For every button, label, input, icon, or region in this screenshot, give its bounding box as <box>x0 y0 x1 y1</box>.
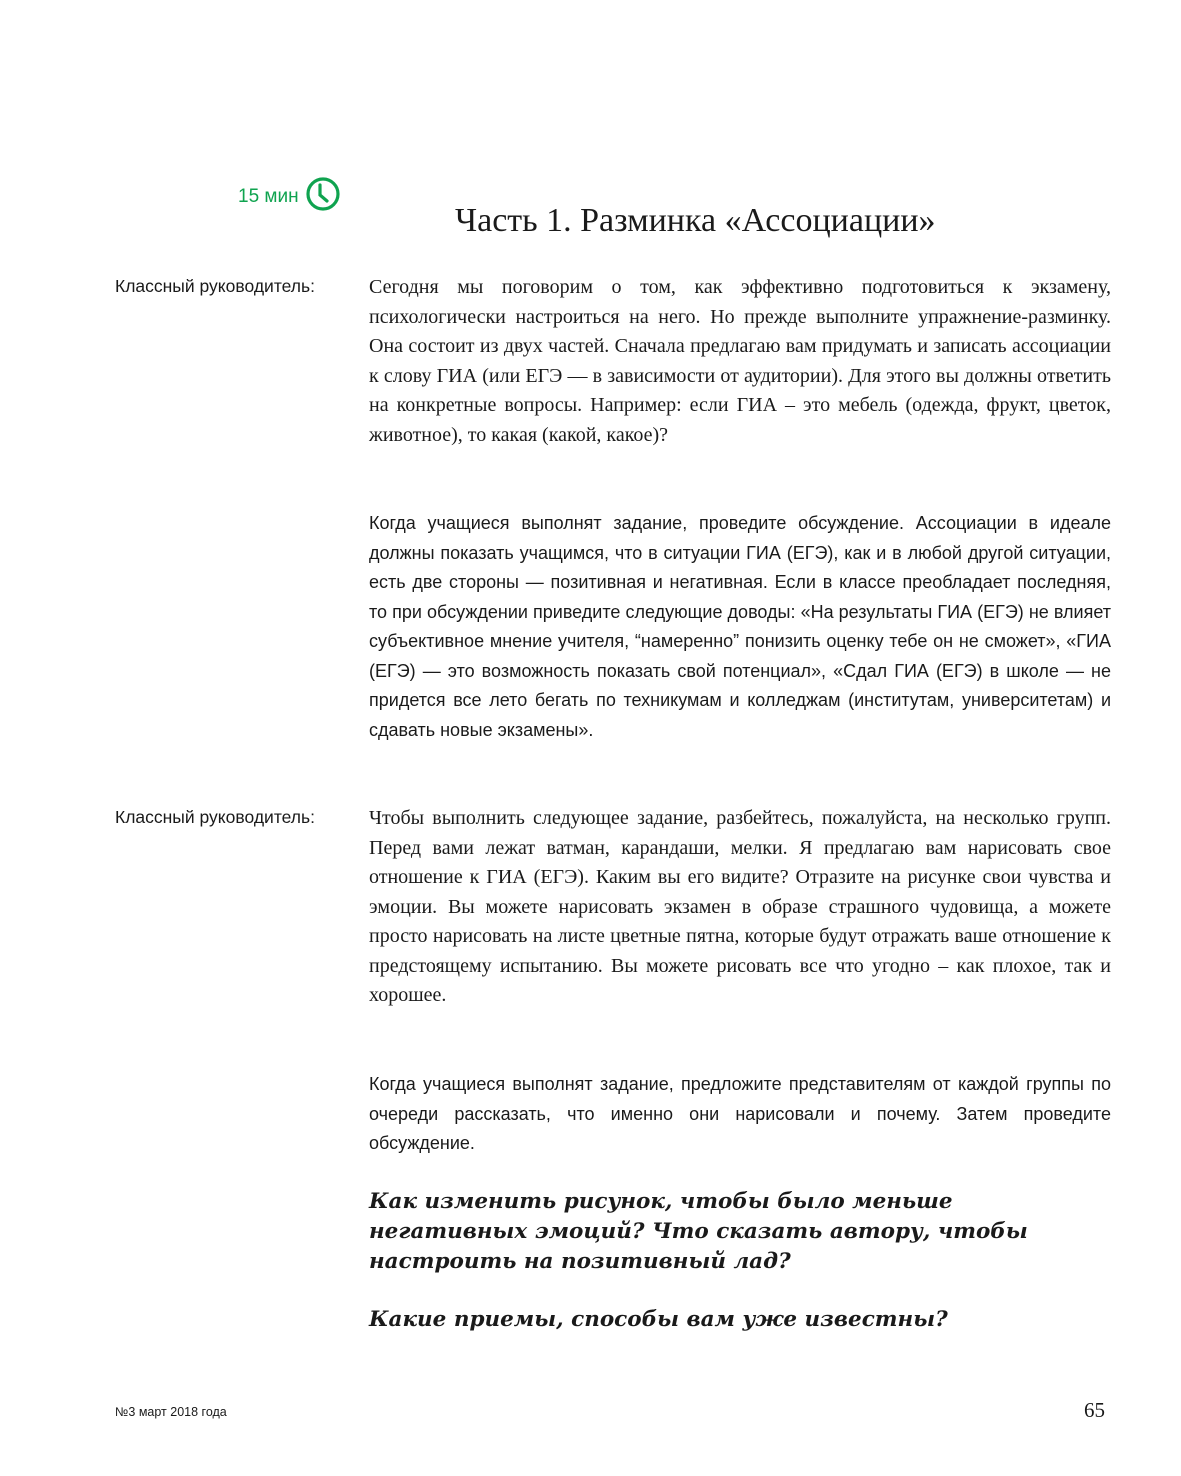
clock-icon <box>305 176 341 217</box>
speaker-label: Классный руководитель: <box>115 276 315 296</box>
speech-text: Сегодня мы поговорим о том, как эффективно подготовиться к экзамену, психологически настроиться на него. Но прежде выполните упражнение-разминку. Она состоит из двух частей. Сначала предлагаю вам придумать и записать ассоциации к слову ГИА (или ЕГЭ — в зависимости от аудитории). Для этого вы должны ответить на конкретные вопросы. Например: если ГИА – это мебель (одежда, фрукт, цветок, животное), то какая (какой, какое)? <box>369 276 1111 446</box>
instruction-text: Когда учащиеся выполнят задание, предложите представителям от каждой группы по очереди рассказать, что именно они нарисовали и почему. Затем проведите обсуждение. <box>369 1074 1111 1153</box>
discussion-question: Какие приемы, способы вам уже известны? <box>369 1307 948 1332</box>
issue-info: №3 март 2018 года <box>115 1405 227 1419</box>
page-number: 65 <box>1084 1398 1105 1422</box>
speech-text: Чтобы выполнить следующее задание, разбейтесь, пожалуйста, на несколько групп. Перед вами лежат ватман, карандаши, мелки. Я предлагаю вам нарисовать свое отношение к ГИА (ЕГЭ). Каким вы его видите? Отразите на рисунке свои чувства и эмоции. Вы можете нарисовать экзамен в образе страшного чудовища, а можете просто нарисовать на листе цветные пятна, которые будут отражать ваше отношение к предстоящему испытанию. Вы можете рисовать все что угодно – как плохое, так и хорошее. <box>369 807 1111 1006</box>
page-title: Часть 1. Разминка «Ассоциации» <box>455 202 936 239</box>
timer <box>238 176 341 217</box>
speaker-label: Классный руководитель: <box>115 807 315 827</box>
timer-label: 15 мин <box>238 185 299 207</box>
discussion-question: Как изменить рисунок, чтобы было меньше негативных эмоций? Что сказать автору, чтобы настроить на позитивный лад? <box>369 1189 1028 1274</box>
instruction-text: Когда учащиеся выполнят задание, проведите обсуждение. Ассоциации в идеале должны показать учащимся, что в ситуации ГИА (ЕГЭ), как и в любой другой ситуации, есть две стороны — позитивная и негативная. Если в классе преобладает последняя, то при обсуждении приведите следующие доводы: «На результаты ГИА (ЕГЭ) не влияет субъективное мнение учителя, “намеренно” понизить оценку тебе он не сможет», «ГИА (ЕГЭ) — это возможность показать свой потенциал», «Сдал ГИА (ЕГЭ) в школе — не придется все лето бегать по техникумам и колледжам (институтам, университетам) и сдавать новые экзамены». <box>369 513 1111 740</box>
